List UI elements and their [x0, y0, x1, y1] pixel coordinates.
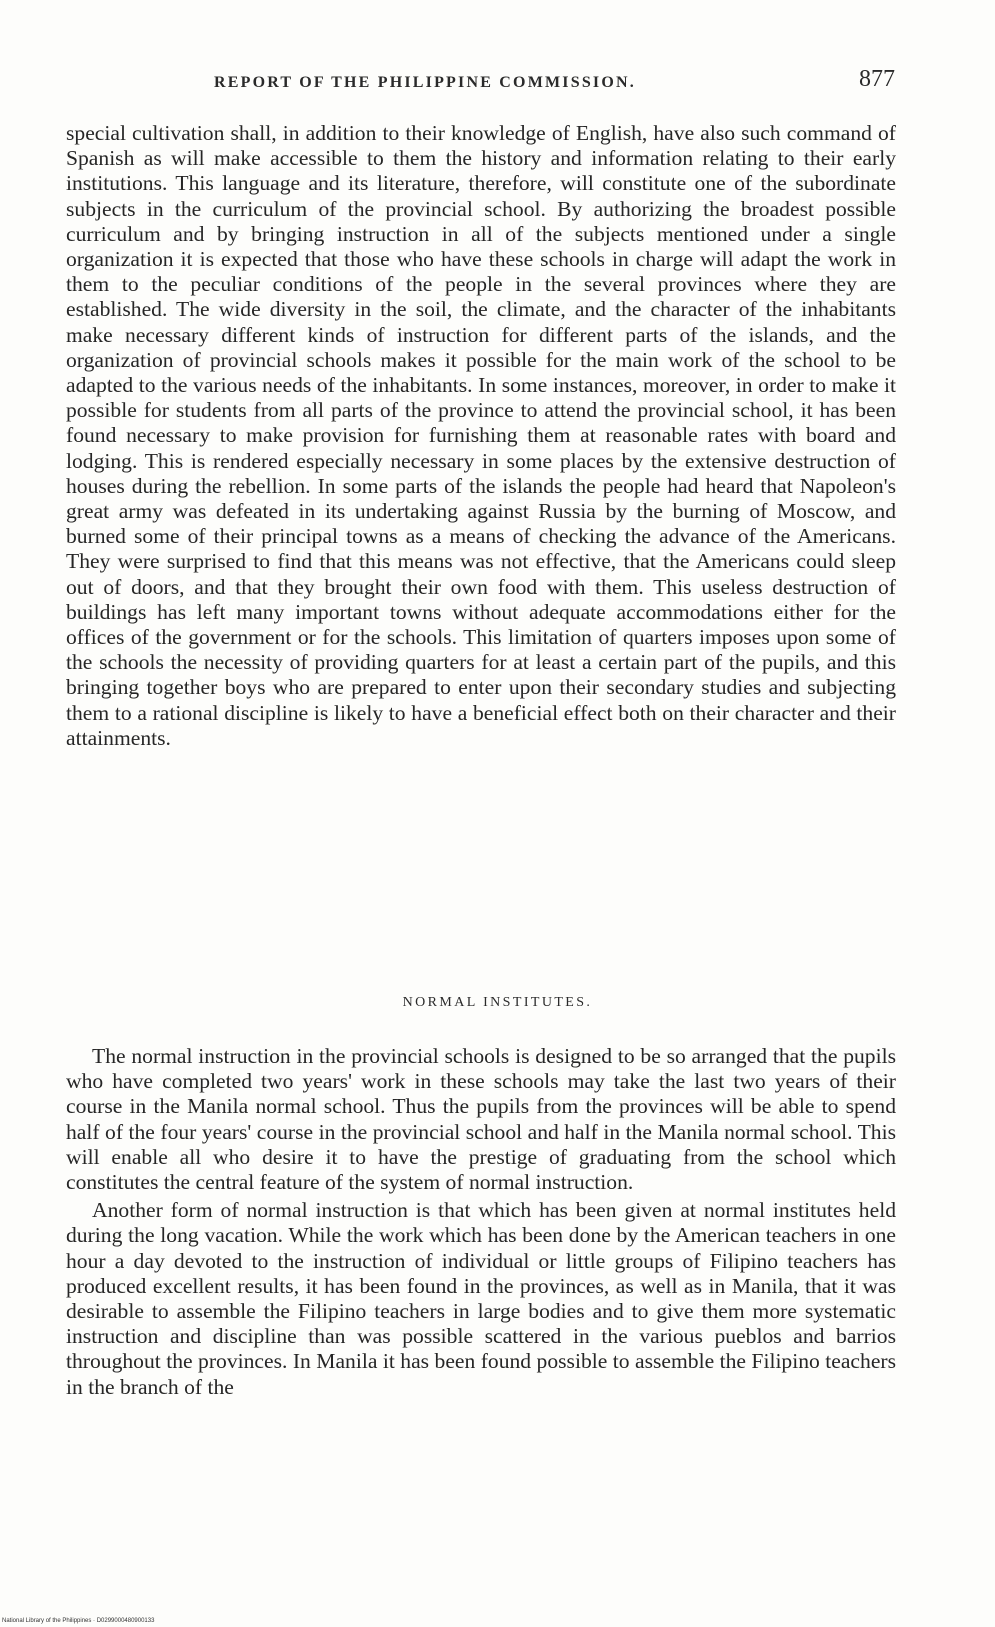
section-text-block	[66, 1044, 896, 1400]
scan-credit: National Library of the Philippines · D0299000480900133	[2, 1618, 155, 1624]
body-text-block	[66, 121, 896, 751]
paragraph-normal-institutes: Another form of normal instruction is that which has been given at normal institutes held during the long vacation. While the work which has been done by the American teachers in one hour a day devoted to the instruction of individual or little groups of Filipino teachers has produced excellent results, it has been found in the provinces, as well as in Manila, that it was desirable to assemble the Filipino teachers in large bodies and to give them more systematic instruction and discipline than was possible scattered in the various pueblos and barrios throughout the provinces. In Manila it has been found possible to assemble the Filipino teachers in the branch of the	[66, 1198, 896, 1399]
section-heading: NORMAL INSTITUTES.	[402, 995, 593, 1010]
page-header	[66, 66, 895, 96]
paragraph-continued: special cultivation shall, in addition to their knowledge of English, have also such command of Spanish as will make accessible to them the history and information relating to their early institutions. This language and its literature, therefore, will constitute one of the subordinate subjects in the curriculum of the provincial school. By authorizing the broadest possible curriculum and by bringing instruction in all of the subjects mentioned under a single organization it is expected that those who have these schools in charge will adapt the work in them to the peculiar conditions of the people in the several provinces where they are established. The wide diversity in the soil, the climate, and the character of the inhabitants make necessary different kinds of instruction for different parts of the islands, and the organization of provincial schools makes it possible for the main work of the school to be adapted to the various needs of the inhabitants. In some instances, moreover, in order to make it possible for students from all parts of the province to attend the provincial school, it has been found necessary to make provision for furnishing them at reasonable rates with board and lodging. This is rendered especially necessary in some places by the extensive destruction of houses during the rebellion. In some parts of the islands the people had heard that Napoleon's great army was defeated in its undertaking against Russia by the burning of Moscow, and burned some of their principal towns as a means of checking the advance of the Americans. They were surprised to find that this means was not effective, that the Americans could sleep out of doors, and that they brought their own food with them. This useless destruction of buildings has left many important towns without adequate accommodations either for the offices of the government or for the schools. This limitation of quarters imposes upon some of the schools the necessity of providing quarters for at least a certain part of the pupils, and this bringing together boys who are prepared to enter upon their secondary studies and subjecting them to a rational discipline is likely to have a beneficial effect both on their character and their attainments.	[66, 121, 896, 750]
paragraph-normal-instruction: The normal instruction in the provincial schools is designed to be so arranged that the pupils who have completed two years' work in these schools may take the last two years of their course in the Manila normal school. Thus the pupils from the provinces will be able to spend half of the four years' course in the provincial school and half in the Manila normal school. This will enable all who desire it to have the prestige of graduating from the school which constitutes the central feature of the system of normal instruction.	[66, 1044, 896, 1195]
page-number: 877	[859, 66, 895, 92]
running-head: REPORT OF THE PHILIPPINE COMMISSION.	[214, 74, 636, 91]
